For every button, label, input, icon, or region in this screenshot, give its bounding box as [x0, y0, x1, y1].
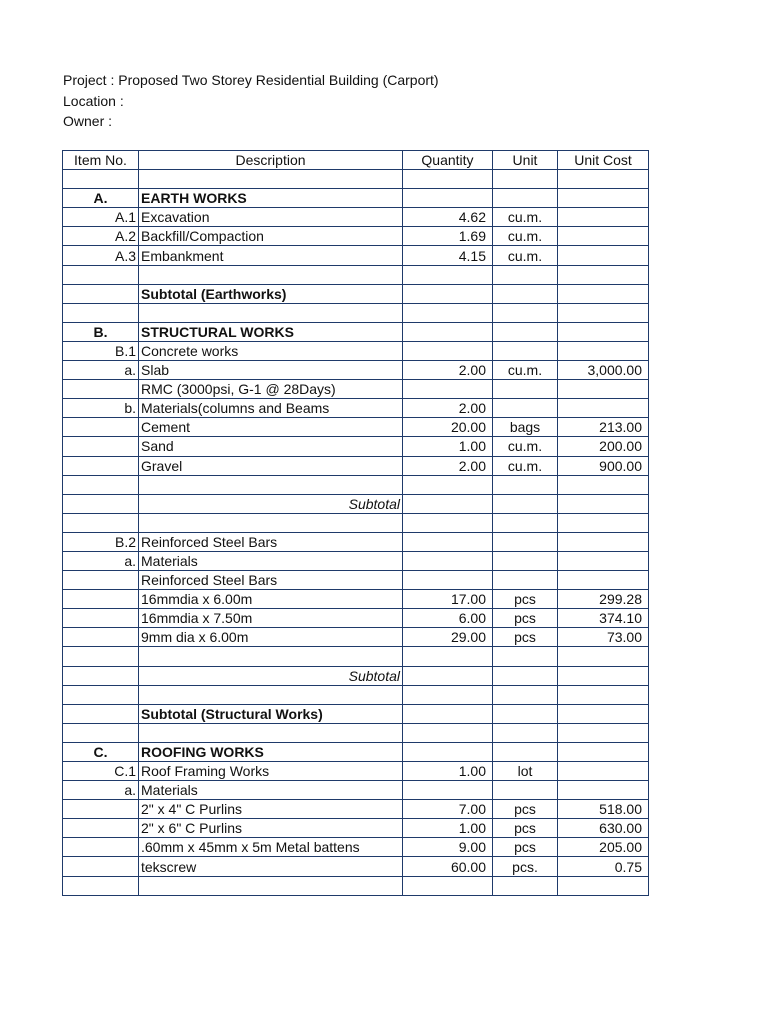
unit-cell: bags [493, 418, 558, 437]
table-row [63, 532, 649, 551]
owner-line: Owner : [63, 113, 113, 129]
unit-cell: pcs. [493, 857, 558, 876]
unit-cell [493, 380, 558, 399]
table-row [63, 246, 649, 265]
unit-cost-cell [558, 704, 649, 723]
table-row [63, 838, 649, 857]
table-row [63, 590, 649, 609]
item-no-cell [63, 571, 139, 590]
quantity-cell: 1.00 [403, 437, 493, 456]
unit-cell: cu.m. [493, 227, 558, 246]
table-row [63, 647, 649, 666]
unit-cost-cell [558, 303, 649, 322]
quantity-cell [403, 170, 493, 189]
unit-cell: pcs [493, 628, 558, 647]
item-no-cell: a. [63, 781, 139, 800]
unit-cost-cell [558, 170, 649, 189]
table-row [63, 189, 649, 208]
description-cell: Subtotal (Earthworks) [139, 284, 403, 303]
header-description: Description [139, 151, 403, 170]
unit-cost-cell: 200.00 [558, 437, 649, 456]
description-cell: EARTH WORKS [139, 189, 403, 208]
item-no-cell: A. [63, 189, 139, 208]
quantity-cell: 2.00 [403, 399, 493, 418]
unit-cost-cell [558, 494, 649, 513]
description-cell: 16mmdia x 6.00m [139, 590, 403, 609]
item-no-cell [63, 628, 139, 647]
description-cell: Reinforced Steel Bars [139, 571, 403, 590]
unit-cost-cell: 630.00 [558, 819, 649, 838]
item-no-cell: B.2 [63, 532, 139, 551]
quantity-cell [403, 513, 493, 532]
unit-cell [493, 341, 558, 360]
quantity-cell [403, 532, 493, 551]
unit-cost-cell [558, 876, 649, 895]
table-row [63, 513, 649, 532]
quantity-cell [403, 704, 493, 723]
description-cell: Excavation [139, 208, 403, 227]
item-no-cell [63, 723, 139, 742]
item-no-cell [63, 704, 139, 723]
table-row [63, 551, 649, 570]
description-cell: Gravel [139, 456, 403, 475]
item-no-cell [63, 380, 139, 399]
unit-cell [493, 685, 558, 704]
item-no-cell: a. [63, 361, 139, 380]
item-no-cell [63, 418, 139, 437]
table-row [63, 341, 649, 360]
unit-cell: pcs [493, 838, 558, 857]
quantity-cell: 7.00 [403, 800, 493, 819]
unit-cell [493, 322, 558, 341]
description-cell: tekscrew [139, 857, 403, 876]
table-row [63, 494, 649, 513]
unit-cell [493, 170, 558, 189]
description-cell [139, 647, 403, 666]
unit-cost-cell [558, 532, 649, 551]
item-no-cell [63, 170, 139, 189]
table-row [63, 437, 649, 456]
quantity-cell [403, 303, 493, 322]
table-row [63, 819, 649, 838]
unit-cell [493, 571, 558, 590]
unit-cell [493, 647, 558, 666]
description-cell [139, 303, 403, 322]
description-cell [139, 876, 403, 895]
unit-cell [493, 303, 558, 322]
quantity-cell [403, 723, 493, 742]
quantity-cell [403, 341, 493, 360]
item-no-cell: C. [63, 742, 139, 761]
item-no-cell [63, 685, 139, 704]
table-row [63, 227, 649, 246]
item-no-cell [63, 494, 139, 513]
description-cell: Embankment [139, 246, 403, 265]
unit-cell: pcs [493, 800, 558, 819]
unit-cost-cell [558, 762, 649, 781]
description-cell [139, 265, 403, 284]
item-no-cell [63, 475, 139, 494]
table-row [63, 609, 649, 628]
unit-cost-cell [558, 322, 649, 341]
unit-cost-cell: 73.00 [558, 628, 649, 647]
unit-cost-cell [558, 380, 649, 399]
table-row [63, 418, 649, 437]
header-unit-cost: Unit Cost [558, 151, 649, 170]
item-no-cell [63, 513, 139, 532]
item-no-cell: b. [63, 399, 139, 418]
unit-cost-cell: 0.75 [558, 857, 649, 876]
item-no-cell [63, 647, 139, 666]
table-body [63, 170, 649, 896]
item-no-cell: a. [63, 551, 139, 570]
header-quantity: Quantity [403, 151, 493, 170]
quantity-cell [403, 647, 493, 666]
unit-cell: cu.m. [493, 361, 558, 380]
description-cell: Subtotal [139, 494, 403, 513]
quantity-cell: 1.00 [403, 762, 493, 781]
item-no-cell [63, 819, 139, 838]
unit-cell: lot [493, 762, 558, 781]
unit-cell: cu.m. [493, 456, 558, 475]
unit-cost-cell: 213.00 [558, 418, 649, 437]
description-cell: RMC (3000psi, G-1 @ 28Days) [139, 380, 403, 399]
table-row [63, 685, 649, 704]
description-cell: Sand [139, 437, 403, 456]
item-no-cell: A.2 [63, 227, 139, 246]
unit-cost-cell [558, 742, 649, 761]
unit-cost-cell [558, 399, 649, 418]
unit-cell [493, 265, 558, 284]
item-no-cell: A.3 [63, 246, 139, 265]
description-cell: 2" x 4" C Purlins [139, 800, 403, 819]
quantity-cell [403, 781, 493, 800]
unit-cost-cell: 374.10 [558, 609, 649, 628]
unit-cell [493, 704, 558, 723]
description-cell: Backfill/Compaction [139, 227, 403, 246]
project-line: Project : Proposed Two Storey Residential Building (Carport) [63, 72, 439, 88]
description-cell: Cement [139, 418, 403, 437]
description-cell: Materials [139, 781, 403, 800]
unit-cell [493, 284, 558, 303]
description-cell [139, 685, 403, 704]
unit-cost-cell: 518.00 [558, 800, 649, 819]
quantity-cell [403, 551, 493, 570]
quantity-cell [403, 494, 493, 513]
table-row [63, 628, 649, 647]
description-cell: Roof Framing Works [139, 762, 403, 781]
description-cell: .60mm x 45mm x 5m Metal battens [139, 838, 403, 857]
unit-cell: cu.m. [493, 246, 558, 265]
item-no-cell [63, 303, 139, 322]
item-no-cell: B. [63, 322, 139, 341]
description-cell: Concrete works [139, 341, 403, 360]
description-cell: 16mmdia x 7.50m [139, 609, 403, 628]
unit-cell: pcs [493, 590, 558, 609]
location-line: Location : [63, 92, 124, 109]
item-no-cell [63, 265, 139, 284]
description-cell: 2" x 6" C Purlins [139, 819, 403, 838]
unit-cost-cell: 299.28 [558, 590, 649, 609]
header-item-no: Item No. [63, 151, 139, 170]
table-row [63, 475, 649, 494]
table-row [63, 322, 649, 341]
table-row [63, 762, 649, 781]
unit-cost-cell [558, 685, 649, 704]
description-cell: ROOFING WORKS [139, 742, 403, 761]
unit-cost-cell [558, 189, 649, 208]
unit-cost-cell [558, 647, 649, 666]
unit-cell [493, 723, 558, 742]
unit-cell: cu.m. [493, 437, 558, 456]
quantity-cell: 29.00 [403, 628, 493, 647]
unit-cell [493, 189, 558, 208]
unit-cell [493, 494, 558, 513]
description-cell: Materials [139, 551, 403, 570]
table-row [63, 303, 649, 322]
quantity-cell [403, 380, 493, 399]
unit-cell: cu.m. [493, 208, 558, 227]
unit-cell [493, 551, 558, 570]
unit-cost-cell [558, 513, 649, 532]
description-cell: Reinforced Steel Bars [139, 532, 403, 551]
unit-cell [493, 876, 558, 895]
item-no-cell [63, 609, 139, 628]
table-row [63, 361, 649, 380]
quantity-cell: 1.69 [403, 227, 493, 246]
quantity-cell [403, 475, 493, 494]
item-no-cell [63, 437, 139, 456]
table-row [63, 284, 649, 303]
table-row [63, 742, 649, 761]
unit-cost-cell [558, 341, 649, 360]
table-row [63, 704, 649, 723]
table-row [63, 265, 649, 284]
quantity-cell: 20.00 [403, 418, 493, 437]
unit-cell [493, 399, 558, 418]
quantity-cell [403, 876, 493, 895]
cost-estimate-table [62, 150, 649, 896]
unit-cost-cell [558, 265, 649, 284]
quantity-cell [403, 265, 493, 284]
table-row [63, 170, 649, 189]
quantity-cell [403, 742, 493, 761]
item-no-cell [63, 857, 139, 876]
unit-cost-cell [558, 475, 649, 494]
description-cell [139, 170, 403, 189]
table-row [63, 723, 649, 742]
document-header [63, 70, 439, 132]
unit-cost-cell [558, 208, 649, 227]
quantity-cell: 6.00 [403, 609, 493, 628]
unit-cell [493, 666, 558, 685]
item-no-cell [63, 590, 139, 609]
item-no-cell: A.1 [63, 208, 139, 227]
quantity-cell: 2.00 [403, 456, 493, 475]
unit-cost-cell [558, 246, 649, 265]
unit-cost-cell [558, 571, 649, 590]
unit-cost-cell: 205.00 [558, 838, 649, 857]
table-row [63, 857, 649, 876]
description-cell: 9mm dia x 6.00m [139, 628, 403, 647]
item-no-cell [63, 456, 139, 475]
item-no-cell [63, 800, 139, 819]
table-row [63, 380, 649, 399]
quantity-cell [403, 685, 493, 704]
unit-cost-cell [558, 227, 649, 246]
description-cell: STRUCTURAL WORKS [139, 322, 403, 341]
unit-cell: pcs [493, 609, 558, 628]
table-row [63, 800, 649, 819]
table-row [63, 666, 649, 685]
table-header-row [63, 151, 649, 170]
unit-cell [493, 532, 558, 551]
header-unit: Unit [493, 151, 558, 170]
quantity-cell: 4.15 [403, 246, 493, 265]
quantity-cell [403, 322, 493, 341]
quantity-cell: 2.00 [403, 361, 493, 380]
unit-cost-cell [558, 284, 649, 303]
description-cell [139, 513, 403, 532]
unit-cost-cell [558, 551, 649, 570]
table-row [63, 876, 649, 895]
quantity-cell: 9.00 [403, 838, 493, 857]
quantity-cell [403, 571, 493, 590]
description-cell: Subtotal [139, 666, 403, 685]
unit-cost-cell: 900.00 [558, 456, 649, 475]
unit-cost-cell [558, 666, 649, 685]
item-no-cell: B.1 [63, 341, 139, 360]
quantity-cell: 1.00 [403, 819, 493, 838]
unit-cell: pcs [493, 819, 558, 838]
unit-cell [493, 781, 558, 800]
unit-cell [493, 475, 558, 494]
table-row [63, 399, 649, 418]
quantity-cell: 4.62 [403, 208, 493, 227]
description-cell [139, 723, 403, 742]
quantity-cell [403, 284, 493, 303]
unit-cell [493, 742, 558, 761]
unit-cost-cell: 3,000.00 [558, 361, 649, 380]
unit-cell [493, 513, 558, 532]
quantity-cell: 17.00 [403, 590, 493, 609]
table-row [63, 456, 649, 475]
item-no-cell [63, 838, 139, 857]
description-cell: Materials(columns and Beams [139, 399, 403, 418]
item-no-cell [63, 284, 139, 303]
quantity-cell [403, 666, 493, 685]
table-row [63, 208, 649, 227]
item-no-cell [63, 666, 139, 685]
unit-cost-cell [558, 781, 649, 800]
table-row [63, 571, 649, 590]
item-no-cell [63, 876, 139, 895]
quantity-cell [403, 189, 493, 208]
table-row [63, 781, 649, 800]
item-no-cell: C.1 [63, 762, 139, 781]
description-cell: Subtotal (Structural Works) [139, 704, 403, 723]
description-cell: Slab [139, 361, 403, 380]
unit-cost-cell [558, 723, 649, 742]
quantity-cell: 60.00 [403, 857, 493, 876]
description-cell [139, 475, 403, 494]
